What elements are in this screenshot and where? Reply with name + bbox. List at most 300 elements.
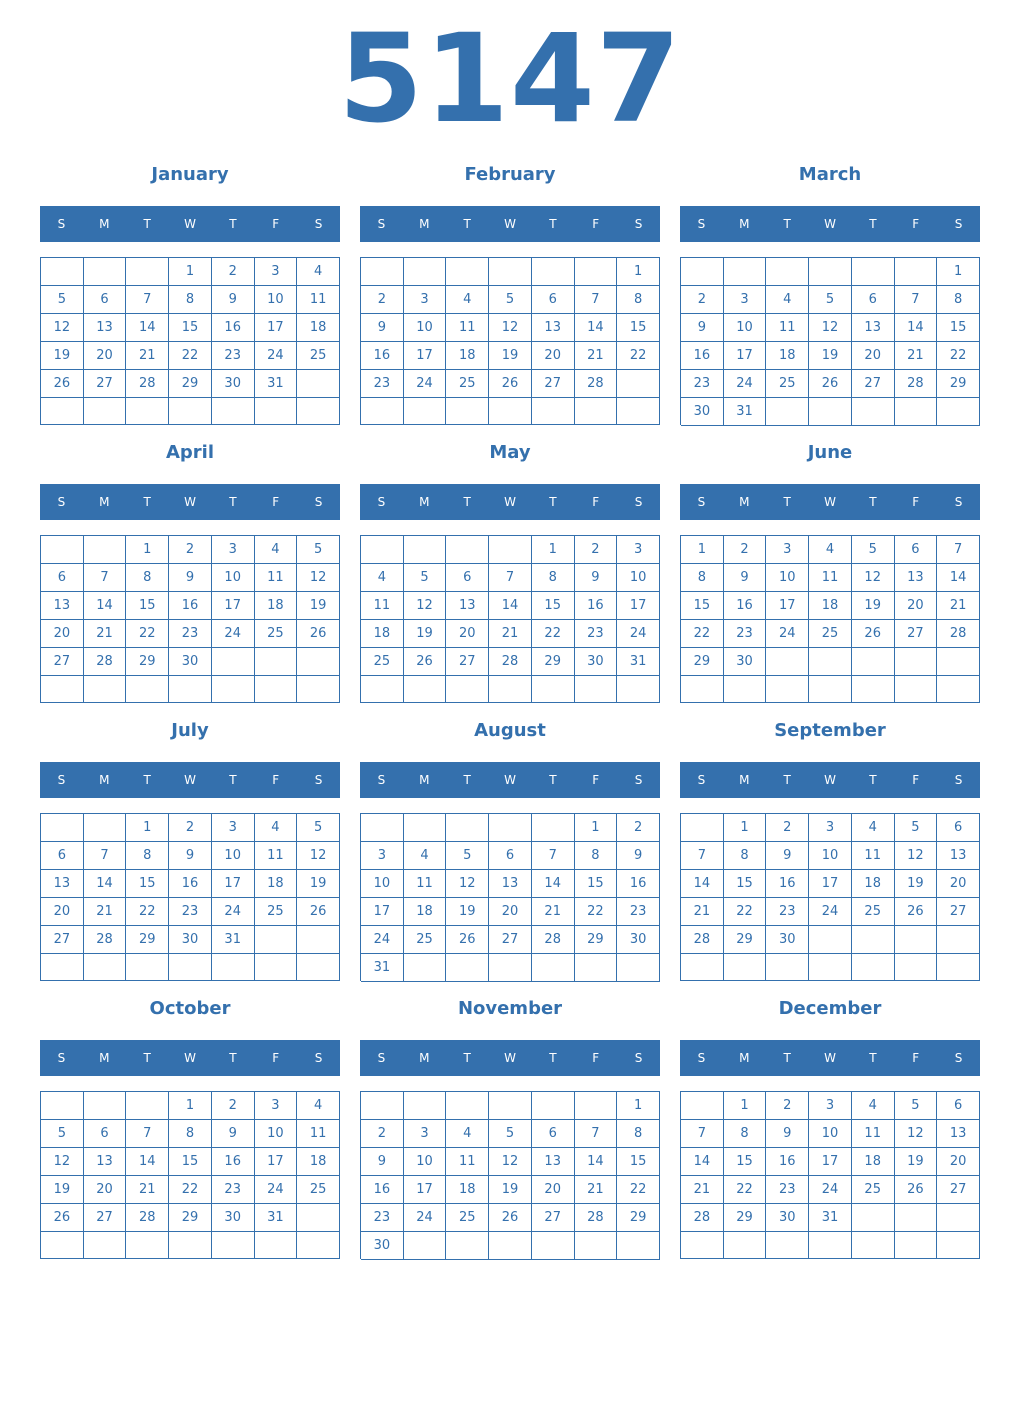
day-cell: 8 [937,286,980,314]
day-grid [360,1091,660,1259]
day-cell [126,398,169,425]
day-cell [617,398,660,425]
day-cell: 1 [681,536,724,564]
day-cell [937,1232,980,1259]
day-cell: 6 [895,536,938,564]
day-cell: 3 [404,1120,447,1148]
day-cell [724,258,767,286]
day-cell: 28 [84,648,127,676]
weekday-label: T [143,217,151,231]
day-cell: 24 [724,370,767,398]
day-cell: 4 [446,286,489,314]
day-cell: 31 [361,954,404,982]
day-cell [361,398,404,425]
day-cell: 15 [681,592,724,620]
day-cell: 12 [41,314,84,342]
day-cell: 28 [84,926,127,954]
day-cell [895,1232,938,1259]
day-cell: 20 [84,342,127,370]
day-cell: 18 [809,592,852,620]
day-cell [937,1204,980,1232]
day-cell: 19 [489,1176,532,1204]
day-cell: 21 [681,1176,724,1204]
day-cell [532,1092,575,1120]
weekday-label: T [143,495,151,509]
day-cell [532,398,575,425]
day-cell: 7 [681,842,724,870]
day-cell: 27 [852,370,895,398]
day-cell: 18 [361,620,404,648]
day-cell [809,1232,852,1259]
day-cell: 20 [532,1176,575,1204]
weekday-label: S [57,1051,66,1065]
day-cell [212,1232,255,1259]
day-cell [575,676,618,703]
weekday-label: S [954,495,963,509]
day-cell: 23 [617,898,660,926]
day-cell [681,258,724,286]
day-cell: 17 [404,1176,447,1204]
weekday-label: W [824,495,836,509]
day-cell: 20 [532,342,575,370]
day-cell: 6 [84,286,127,314]
day-cell [532,1232,575,1260]
day-cell: 23 [361,1204,404,1232]
day-cell: 23 [766,1176,809,1204]
weekday-label: M [419,217,430,231]
weekday-label: S [697,773,706,787]
day-cell: 23 [169,898,212,926]
day-cell: 19 [895,870,938,898]
day-cell: 1 [126,814,169,842]
weekday-label: T [869,1051,877,1065]
month-title: May [489,442,531,463]
year-title: 5147 [338,8,682,150]
day-cell: 10 [809,1120,852,1148]
day-cell [41,398,84,425]
day-cell: 2 [169,814,212,842]
day-cell: 2 [766,814,809,842]
day-cell: 18 [404,898,447,926]
weekday-label: T [783,1051,791,1065]
day-cell: 5 [489,1120,532,1148]
day-cell: 8 [617,1120,660,1148]
weekday-label: S [314,773,323,787]
day-cell [84,258,127,286]
day-cell: 27 [489,926,532,954]
day-cell: 9 [169,842,212,870]
day-cell: 22 [617,1176,660,1204]
day-cell: 8 [532,564,575,592]
weekday-label: F [912,495,920,509]
day-cell: 8 [724,842,767,870]
day-cell [681,676,724,703]
weekday-label: S [634,1051,643,1065]
day-cell [169,676,212,703]
day-cell: 19 [809,342,852,370]
day-cell: 12 [489,1148,532,1176]
day-cell: 29 [937,370,980,398]
day-cell: 8 [126,842,169,870]
day-cell [255,648,298,676]
day-cell [724,1232,767,1259]
day-cell: 27 [41,648,84,676]
day-cell: 6 [84,1120,127,1148]
day-cell: 18 [255,870,298,898]
day-cell: 18 [852,870,895,898]
weekday-label: T [783,495,791,509]
weekday-label: T [869,773,877,787]
weekday-header [40,1040,340,1076]
day-cell: 22 [532,620,575,648]
weekday-label: T [463,217,471,231]
day-cell [489,258,532,286]
day-cell [297,648,340,676]
day-cell: 11 [766,314,809,342]
day-cell [724,676,767,703]
day-cell: 31 [724,398,767,426]
day-grid [680,1091,980,1259]
day-cell [404,258,447,286]
day-cell: 6 [41,564,84,592]
day-cell [895,1204,938,1232]
day-cell: 1 [617,258,660,286]
weekday-label: W [184,1051,196,1065]
day-cell [41,1232,84,1259]
day-cell: 31 [255,1204,298,1232]
day-cell: 8 [724,1120,767,1148]
day-cell [361,814,404,842]
day-cell: 13 [84,1148,127,1176]
weekday-label: W [184,773,196,787]
day-cell: 7 [575,286,618,314]
day-cell [361,536,404,564]
day-cell: 30 [361,1232,404,1260]
day-grid [360,257,660,425]
day-cell: 10 [404,314,447,342]
weekday-label: M [99,495,110,509]
day-cell: 20 [937,870,980,898]
day-cell [489,1232,532,1260]
day-cell [404,676,447,703]
day-cell [126,954,169,981]
day-cell: 22 [937,342,980,370]
day-cell: 3 [212,536,255,564]
day-cell: 22 [617,342,660,370]
day-cell: 28 [126,370,169,398]
day-cell: 18 [766,342,809,370]
day-cell: 25 [446,1204,489,1232]
day-cell: 9 [724,564,767,592]
day-cell: 2 [212,1092,255,1120]
day-cell: 4 [809,536,852,564]
day-cell: 29 [724,926,767,954]
day-cell: 8 [126,564,169,592]
day-cell: 3 [212,814,255,842]
day-cell: 3 [255,258,298,286]
day-cell: 5 [41,1120,84,1148]
day-cell: 1 [724,1092,767,1120]
weekday-header [40,762,340,798]
day-cell: 16 [766,1148,809,1176]
day-cell: 13 [937,842,980,870]
weekday-label: F [272,495,280,509]
day-cell: 25 [255,898,298,926]
day-cell: 29 [169,1204,212,1232]
day-cell [895,258,938,286]
day-cell [446,258,489,286]
weekday-label: S [57,495,66,509]
weekday-label: T [549,1051,557,1065]
day-cell: 31 [617,648,660,676]
day-cell: 15 [532,592,575,620]
day-grid [40,535,340,703]
day-cell [169,1232,212,1259]
day-cell: 2 [575,536,618,564]
day-cell [937,648,980,676]
day-cell: 9 [617,842,660,870]
day-cell: 4 [361,564,404,592]
day-cell: 12 [852,564,895,592]
day-cell: 17 [724,342,767,370]
day-cell: 27 [937,1176,980,1204]
day-cell: 4 [297,258,340,286]
day-cell: 10 [766,564,809,592]
day-cell: 5 [297,536,340,564]
day-cell [617,370,660,398]
day-cell [84,1232,127,1259]
day-grid [40,1091,340,1259]
day-cell: 28 [575,1204,618,1232]
day-cell: 5 [404,564,447,592]
day-grid [680,535,980,703]
day-cell: 30 [169,648,212,676]
day-cell: 1 [126,536,169,564]
day-cell [575,1232,618,1260]
day-cell: 9 [169,564,212,592]
day-cell: 17 [809,1148,852,1176]
day-cell [532,258,575,286]
day-cell [297,954,340,981]
day-cell: 5 [297,814,340,842]
day-cell: 14 [84,592,127,620]
weekday-label: S [697,495,706,509]
month-title: July [171,720,209,741]
day-cell: 4 [852,814,895,842]
day-cell: 5 [489,286,532,314]
weekday-label: S [634,217,643,231]
day-cell: 14 [681,870,724,898]
weekday-label: F [912,217,920,231]
day-cell: 12 [297,842,340,870]
day-cell [532,814,575,842]
day-cell: 25 [297,342,340,370]
day-cell: 28 [489,648,532,676]
day-cell [169,398,212,425]
day-cell: 6 [446,564,489,592]
day-cell: 15 [724,1148,767,1176]
day-cell: 30 [681,398,724,426]
day-cell: 5 [895,1092,938,1120]
day-cell: 30 [212,1204,255,1232]
day-cell: 15 [617,1148,660,1176]
weekday-label: T [143,773,151,787]
day-cell: 5 [809,286,852,314]
day-cell: 24 [212,620,255,648]
day-cell: 13 [489,870,532,898]
weekday-label: W [504,217,516,231]
day-cell [852,648,895,676]
day-cell: 15 [126,592,169,620]
day-cell: 8 [617,286,660,314]
day-cell: 11 [852,1120,895,1148]
day-cell [809,258,852,286]
day-cell [41,1092,84,1120]
month-title: March [798,164,862,185]
day-cell: 1 [724,814,767,842]
day-cell: 29 [724,1204,767,1232]
day-cell: 7 [489,564,532,592]
day-cell [852,1204,895,1232]
day-cell [532,954,575,982]
day-cell: 22 [724,898,767,926]
day-cell: 22 [681,620,724,648]
day-cell: 29 [126,926,169,954]
day-cell [937,926,980,954]
day-cell: 17 [617,592,660,620]
day-cell: 19 [297,592,340,620]
weekday-label: W [504,495,516,509]
day-cell: 7 [937,536,980,564]
day-cell: 28 [895,370,938,398]
day-cell: 30 [766,926,809,954]
day-cell: 17 [212,592,255,620]
day-cell: 19 [489,342,532,370]
day-cell: 3 [617,536,660,564]
day-cell: 4 [255,814,298,842]
day-cell [766,398,809,426]
day-cell: 24 [617,620,660,648]
month-title: October [149,998,231,1019]
day-cell: 3 [361,842,404,870]
day-cell [575,1092,618,1120]
day-cell: 14 [575,314,618,342]
weekday-label: S [314,1051,323,1065]
day-cell: 25 [255,620,298,648]
day-cell: 19 [895,1148,938,1176]
day-cell: 22 [575,898,618,926]
day-cell: 27 [84,1204,127,1232]
month-title: January [151,164,229,185]
weekday-label: S [314,217,323,231]
day-cell [297,676,340,703]
day-cell [895,954,938,981]
day-cell: 21 [532,898,575,926]
day-cell [126,1092,169,1120]
day-cell: 25 [404,926,447,954]
day-cell: 21 [937,592,980,620]
day-cell: 17 [255,1148,298,1176]
day-cell: 21 [84,898,127,926]
day-cell: 12 [41,1148,84,1176]
day-cell [84,676,127,703]
day-cell: 14 [575,1148,618,1176]
day-cell: 20 [852,342,895,370]
day-cell: 21 [895,342,938,370]
day-cell: 6 [532,1120,575,1148]
day-cell [937,398,980,426]
day-cell: 4 [404,842,447,870]
day-cell: 6 [937,814,980,842]
day-cell: 30 [575,648,618,676]
day-cell [297,370,340,398]
day-cell: 12 [895,1120,938,1148]
day-cell [126,1232,169,1259]
weekday-label: T [229,217,237,231]
weekday-label: F [912,1051,920,1065]
day-cell [297,1204,340,1232]
day-cell: 9 [361,1148,404,1176]
weekday-label: M [739,1051,750,1065]
day-cell: 14 [489,592,532,620]
day-cell: 7 [126,1120,169,1148]
day-cell [404,398,447,425]
weekday-label: W [184,495,196,509]
day-cell [489,676,532,703]
day-cell: 15 [617,314,660,342]
weekday-label: W [504,773,516,787]
day-cell: 1 [532,536,575,564]
day-cell [575,258,618,286]
day-cell: 23 [212,342,255,370]
day-cell: 22 [126,620,169,648]
day-cell: 6 [852,286,895,314]
day-cell: 5 [895,814,938,842]
day-cell [255,676,298,703]
day-cell [532,676,575,703]
weekday-label: M [739,495,750,509]
day-cell [489,398,532,425]
day-cell: 9 [766,842,809,870]
day-cell: 30 [617,926,660,954]
weekday-label: S [634,495,643,509]
day-cell [41,258,84,286]
day-cell [852,676,895,703]
day-cell [404,954,447,982]
day-cell: 25 [297,1176,340,1204]
day-cell: 27 [84,370,127,398]
day-cell: 27 [937,898,980,926]
day-cell: 11 [297,1120,340,1148]
day-cell: 16 [361,1176,404,1204]
day-cell: 1 [617,1092,660,1120]
day-cell: 7 [681,1120,724,1148]
day-cell: 23 [681,370,724,398]
day-cell [84,1092,127,1120]
day-cell: 23 [361,370,404,398]
weekday-header [680,206,980,242]
day-cell: 19 [404,620,447,648]
day-cell: 24 [212,898,255,926]
month-title: June [807,442,853,463]
weekday-label: S [954,773,963,787]
day-cell: 20 [895,592,938,620]
day-cell: 22 [126,898,169,926]
weekday-label: T [463,495,471,509]
day-cell: 18 [852,1148,895,1176]
day-cell [681,954,724,981]
day-grid [360,813,660,981]
